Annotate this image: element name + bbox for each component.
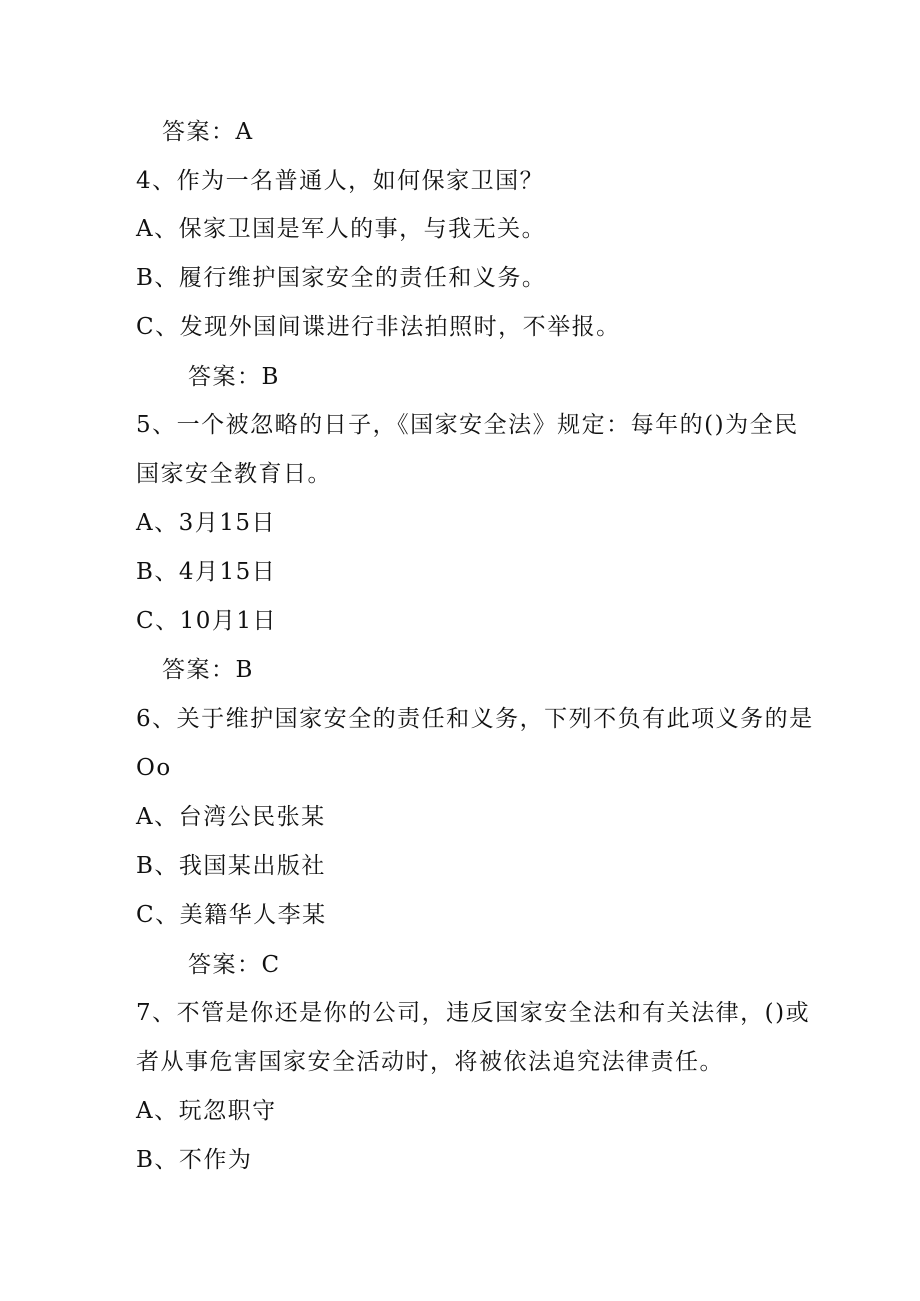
q4-option-b: B、履行维护国家安全的责任和义务。 <box>136 265 547 291</box>
question-4: 4、作为一名普通人，如何保家卫国？ <box>136 168 545 194</box>
q7-option-b: B、不作为 <box>136 1147 253 1173</box>
answer-q4: 答案：B <box>188 364 280 390</box>
q5-option-b: B、4月15日 <box>136 559 277 585</box>
q5-option-a: A、3月15日 <box>136 510 277 536</box>
q5-option-c: C、10月1日 <box>136 608 277 634</box>
q4-option-c: C、发现外国间谍进行非法拍照时，不举报。 <box>136 314 621 340</box>
answer-q3: 答案：A <box>162 119 254 145</box>
q6-option-b: B、我国某出版社 <box>136 853 326 879</box>
q7-option-a: A、玩忽职守 <box>136 1098 277 1124</box>
answer-q5: 答案：B <box>162 657 254 683</box>
question-5-line-1: 5、一个被忽略的日子，《国家安全法》规定：每年的()为全民 <box>136 412 799 438</box>
question-7-line-2: 者从事危害国家安全活动时，将被依法追究法律责任。 <box>136 1049 724 1075</box>
question-5-line-2: 国家安全教育日。 <box>136 461 332 487</box>
q4-option-a: A、保家卫国是军人的事，与我无关。 <box>136 216 547 242</box>
q6-option-c: C、美籍华人李某 <box>136 902 327 928</box>
question-7-line-1: 7、不管是你还是你的公司，违反国家安全法和有关法律，()或 <box>136 1000 811 1026</box>
answer-q6: 答案：C <box>188 952 281 978</box>
question-6-line-2: Oo <box>136 755 172 781</box>
question-6-line-1: 6、关于维护国家安全的责任和义务，下列不负有此项义务的是 <box>136 706 814 732</box>
q6-option-a: A、台湾公民张某 <box>136 804 326 830</box>
